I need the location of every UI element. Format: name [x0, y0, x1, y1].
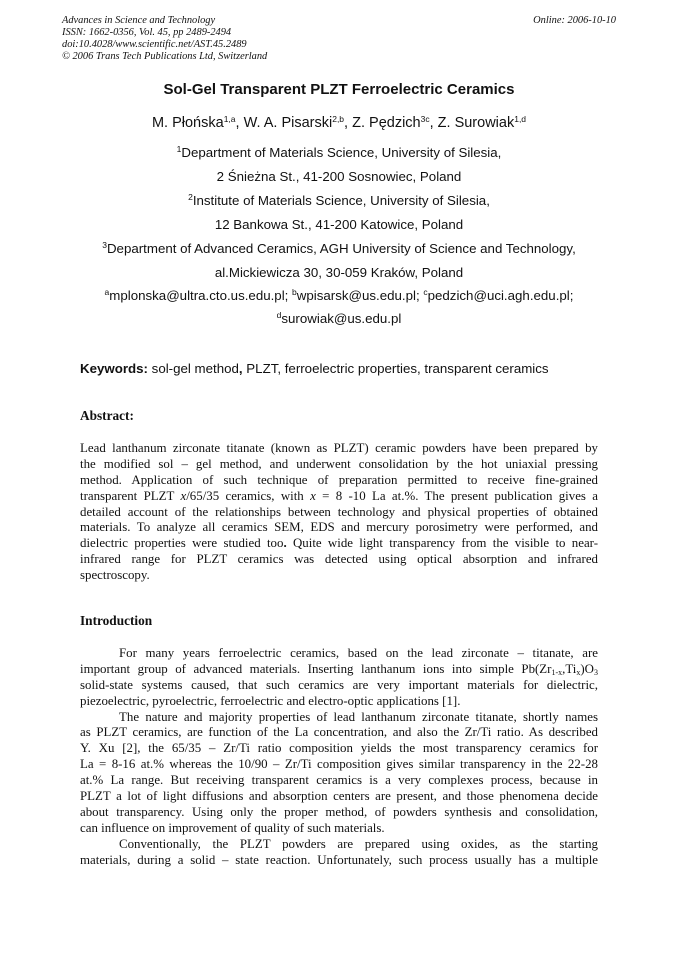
author-affil: 3c	[420, 114, 430, 124]
affil-mark: 3	[102, 240, 107, 250]
affil-mark: 2	[188, 192, 193, 202]
email-a[interactable]: mplonska@ultra.cto.us.edu.pl;	[109, 288, 293, 303]
affiliation-2-line-2: 12 Bankowa St., 41-200 Katowice, Poland	[214, 217, 464, 232]
text-run: transparent PLZT	[80, 488, 181, 503]
subscript: x	[576, 667, 581, 677]
paper-title: Sol-Gel Transparent PLZT Ferroelectric Ceramics	[163, 81, 515, 98]
author-affil: 1,d	[514, 114, 527, 124]
text-run: .	[283, 536, 287, 551]
issn: ISSN: 1662-0356, Vol. 45, pp 2489-2494	[62, 27, 232, 38]
email-b[interactable]: wpisarsk@us.edu.pl;	[296, 288, 424, 303]
email-mark: a	[104, 287, 110, 297]
email-mark: b	[292, 287, 297, 297]
author-sep: ,	[429, 115, 438, 131]
text-line: Lead lanthanum zirconate titanate (known as PLZT) ceramic powders have been prepared by	[80, 441, 598, 455]
affiliation-1-line-2: 2 Śnieżna St., 41-200 Sosnowiec, Poland	[216, 169, 462, 184]
author-name: Z. Surowiak	[437, 115, 515, 131]
subscript: 1-x	[551, 667, 563, 677]
affiliation-3-line-1	[0, 241, 678, 256]
author-list	[0, 115, 678, 131]
text-line: For many years ferroelectric ceramics, based on the lead zirconate – titanate, are	[119, 646, 598, 660]
email-mark: c	[423, 287, 428, 297]
keywords	[80, 361, 600, 376]
affil-text: Department of Materials Science, University of Silesia,	[181, 145, 502, 160]
journal-header	[62, 15, 616, 63]
text-line: as PLZT ceramics, are function of the La concentration, and also the Zr/Ti ratio. As described	[80, 725, 598, 740]
affil-text: Institute of Materials Science, University of Silesia,	[192, 193, 490, 208]
text-line: spectroscopy.	[80, 568, 150, 583]
text-line: piezoelectric, pyroelectric, ferroelectric and electro-optic applications [1].	[80, 693, 461, 708]
text-run: )O	[580, 661, 594, 676]
keyword-text: sol-gel method	[147, 361, 239, 376]
text-run: Quite wide light transparency from the visible to near-	[286, 536, 598, 551]
text-run: /65/35 ceramics, with	[186, 488, 311, 503]
abstract-heading: Abstract:	[80, 408, 134, 423]
email-mark: d	[276, 310, 282, 320]
online-date: Online: 2006-10-10	[533, 15, 616, 26]
text-run: = 8 -10 La at.%. The present publication gives a	[315, 488, 598, 503]
text-line: about transparency. Using only the proper method, of powders synthesis and consolidation,	[80, 804, 598, 819]
keyword-comma: ,	[238, 361, 243, 376]
affiliation-2-line-1	[0, 193, 678, 208]
keyword-text: PLZT, ferroelectric properties, transparent ceramics	[242, 361, 549, 376]
email-c[interactable]: pedzich@uci.agh.edu.pl;	[427, 288, 574, 303]
text-line: detailed account of the relationships between technology and physical properties of obtained	[80, 504, 598, 519]
author-sep: ,	[344, 115, 353, 131]
text-run: ,Ti	[562, 661, 577, 676]
affil-text: Department of Advanced Ceramics, AGH University of Science and Technology,	[106, 241, 576, 256]
author-name: W. A. Pisarski	[243, 115, 333, 131]
text-line: can influence on improvement of quality of such materials.	[80, 820, 385, 835]
variable-x: x	[310, 488, 316, 503]
email-line-1	[0, 288, 678, 303]
text-line	[80, 489, 598, 505]
text-line: at.% La range. But receiving transparent ceramics is a very complexes process, because in	[80, 773, 598, 788]
text-line: PLZT a lot of light diffusions and absorption centers are present, and those phenomena decide	[80, 789, 598, 804]
text-line: materials, during a solid – state reaction. Unfortunately, such process usually has a multiple	[80, 852, 598, 867]
text-line: La = 8-16 at.% whereas the 10/90 – Zr/Ti composition gives similar transparency in the 22-28	[80, 757, 598, 772]
author-name: Z. Pędzich	[352, 115, 421, 131]
email-d[interactable]: surowiak@us.edu.pl	[281, 311, 402, 326]
keywords-label: Keywords:	[80, 361, 148, 376]
doi: doi:10.4028/www.scientific.net/AST.45.2489	[62, 39, 247, 50]
text-line: method. Application of such technique of preparation permitted to receive fine-grained	[80, 472, 598, 487]
journal-name: Advances in Science and Technology	[62, 15, 216, 26]
text-run: dielectric properties were studied too	[80, 536, 284, 551]
abstract-body	[80, 441, 598, 584]
text-line: Y. Xu [2], the 65/35 – Zr/Ti ratio composition yields the most transparency ceramics for	[80, 741, 598, 756]
text-line: the modified sol – gel method, and underwent consolidation by the hot uniaxial pressing	[80, 456, 598, 471]
text-line: The nature and majority properties of lead lanthanum zirconate titanate, shortly names	[119, 709, 598, 724]
introduction-heading: Introduction	[80, 613, 153, 628]
email-line-2	[0, 311, 678, 326]
text-line: materials. To analyze all ceramics SEM, EDS and mercury porosimetry were performed, and	[80, 520, 598, 535]
author-sep: ,	[235, 115, 244, 131]
subscript: 3	[594, 667, 598, 677]
text-line	[80, 536, 598, 552]
affil-mark: 1	[176, 144, 182, 154]
affiliation-1-line-1	[0, 145, 678, 160]
author-affil: 2,b	[332, 114, 345, 124]
author-name: M. Płońska	[151, 115, 224, 131]
copyright: © 2006 Trans Tech Publications Ltd, Switzerland	[62, 51, 268, 62]
text-run: important group of advanced materials. Inserting lanthanum ions into simple Pb(Zr	[80, 661, 552, 676]
variable-x: x	[180, 488, 187, 503]
text-line	[80, 662, 598, 678]
text-line: solid-state systems caused, that such ceramics are very important materials for dielectric,	[80, 677, 598, 692]
text-line: infrared range for PLZT ceramics was detected using optical absorption and infrared	[80, 552, 598, 567]
introduction-body	[80, 646, 598, 868]
text-line: Conventionally, the PLZT powders are prepared using oxides, as the starting	[119, 836, 598, 851]
author-affil: 1,a	[223, 114, 236, 124]
affiliation-3-line-2: al.Mickiewicza 30, 30-059 Kraków, Poland	[214, 265, 464, 280]
